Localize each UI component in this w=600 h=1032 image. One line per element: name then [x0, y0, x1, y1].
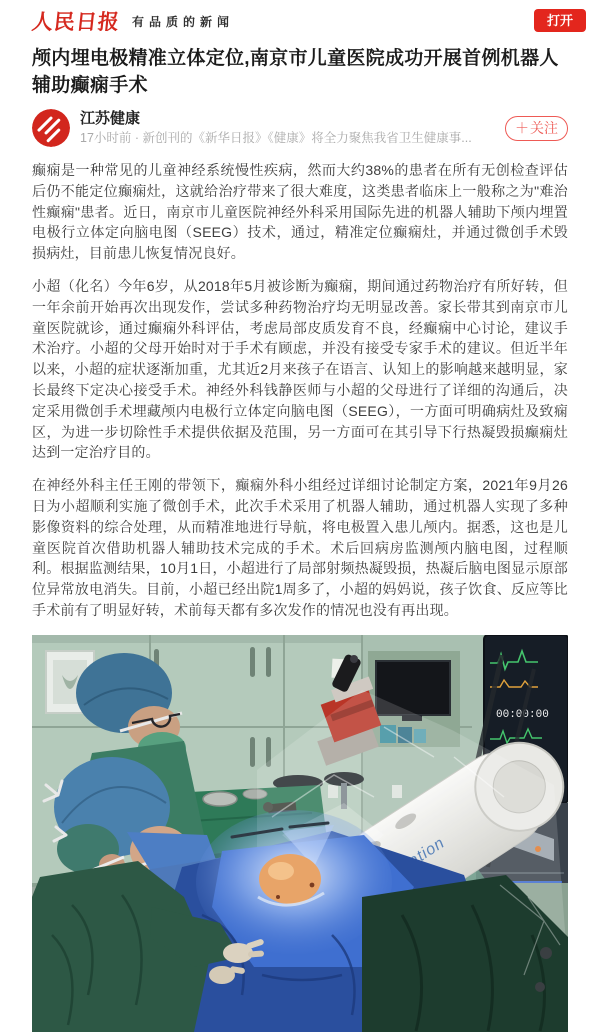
article-title: 颅内埋电极精准立体定位,南京市儿童医院成功开展首例机器人辅助癫痫手术	[32, 48, 559, 96]
article-body	[32, 160, 568, 621]
author-name[interactable]: 江苏健康	[80, 110, 141, 127]
paragraph-1: 癫痫是一种常见的儿童神经系统慢性疾病，然而大约38%的患者在所有无创检查评估后仍不能定位癫痫灶，这就给治疗带来了很大难度，这类患者临床上一般称之为"难治性癫痫"患者。近日，南京市儿童医院神经外科采用国际先进的机器人辅助下颅内埋置电极行立体定向脑电图（SEEG）技术，通过，精准定位癫痫灶，并通过微创手术毁损病灶，目前患儿恢复情况良好。	[32, 162, 568, 262]
brand-area	[32, 6, 234, 36]
plus-icon: ＋	[515, 119, 529, 136]
author-info	[80, 109, 499, 147]
follow-label: 关注	[530, 119, 558, 136]
author-row	[32, 109, 568, 147]
open-app-button[interactable]: 打开	[534, 9, 586, 32]
surgery-photo	[32, 635, 568, 1032]
monitor-timer: 00:00:00	[496, 708, 549, 721]
jiangsu-health-logo-icon	[32, 109, 70, 147]
paragraph-3: 在神经外科主任王刚的带领下，癫痫外科小组经过详细讨论制定方案，2021年9月26日为小超顺利实施了微创手术，此次手术采用了机器人辅助，通过机器人实现了多种影像资料的综合处理，从而精准地进行导航，将电极置入患儿颅内。据悉，这也是儿童医院首次借助机器人辅助技术完成的手术。术后回病房监测颅内脑电图，过程顺利。根据监测结果，10月1日，小超进行了局部射频热凝毁损，热凝后脑电图显示原部位异常放电消失。目前，小超已经出院1周多了，小超的妈妈说，孩子饮食、反应等比手术前有了明显好转，术前每天都有多次发作的情况也没有再出现。	[32, 477, 568, 618]
avatar[interactable]	[32, 109, 70, 147]
patient-head	[259, 854, 321, 904]
paragraph-2: 小超（化名）今年6岁，从2018年5月被诊断为癫痫，期间通过药物治疗有所好转，但一年余前开始再次出现发作，尝试多种药物治疗均无明显改善。家长带其到南京市儿童医院就诊，通过癫痫外科评估，考虑局部皮质发育不良，经癫痫中心讨论，建议手术治疗。小超的父母开始时对于手术有顾虑，并没有接受专家手术的建议。但近半年以来，小超的症状逐渐加重，尤其近2月来孩子在语言、认知上的影响越来越明显，家长最终下定决心接受手术。神经外科钱静医师与小超的父母进行了详细的沟通后，决定采用微创手术埋藏颅内电极行立体定向脑电图（SEEG），一方面可明确病灶及致痫区，为进一步切除性手术提供依据及范围，另一方面可在其引导下行热凝毁损癫痫灶达到一定治疗目的。	[32, 277, 568, 461]
follow-button[interactable]	[505, 116, 568, 141]
author-meta: 17小时前 · 新创刊的《新华日报》《健康》将全力聚焦我省卫生健康事...	[80, 131, 472, 145]
top-bar	[32, 0, 586, 32]
peoples-daily-logo: 人民日报	[30, 9, 122, 34]
brand-tagline: 有品质的新闻	[132, 15, 235, 29]
